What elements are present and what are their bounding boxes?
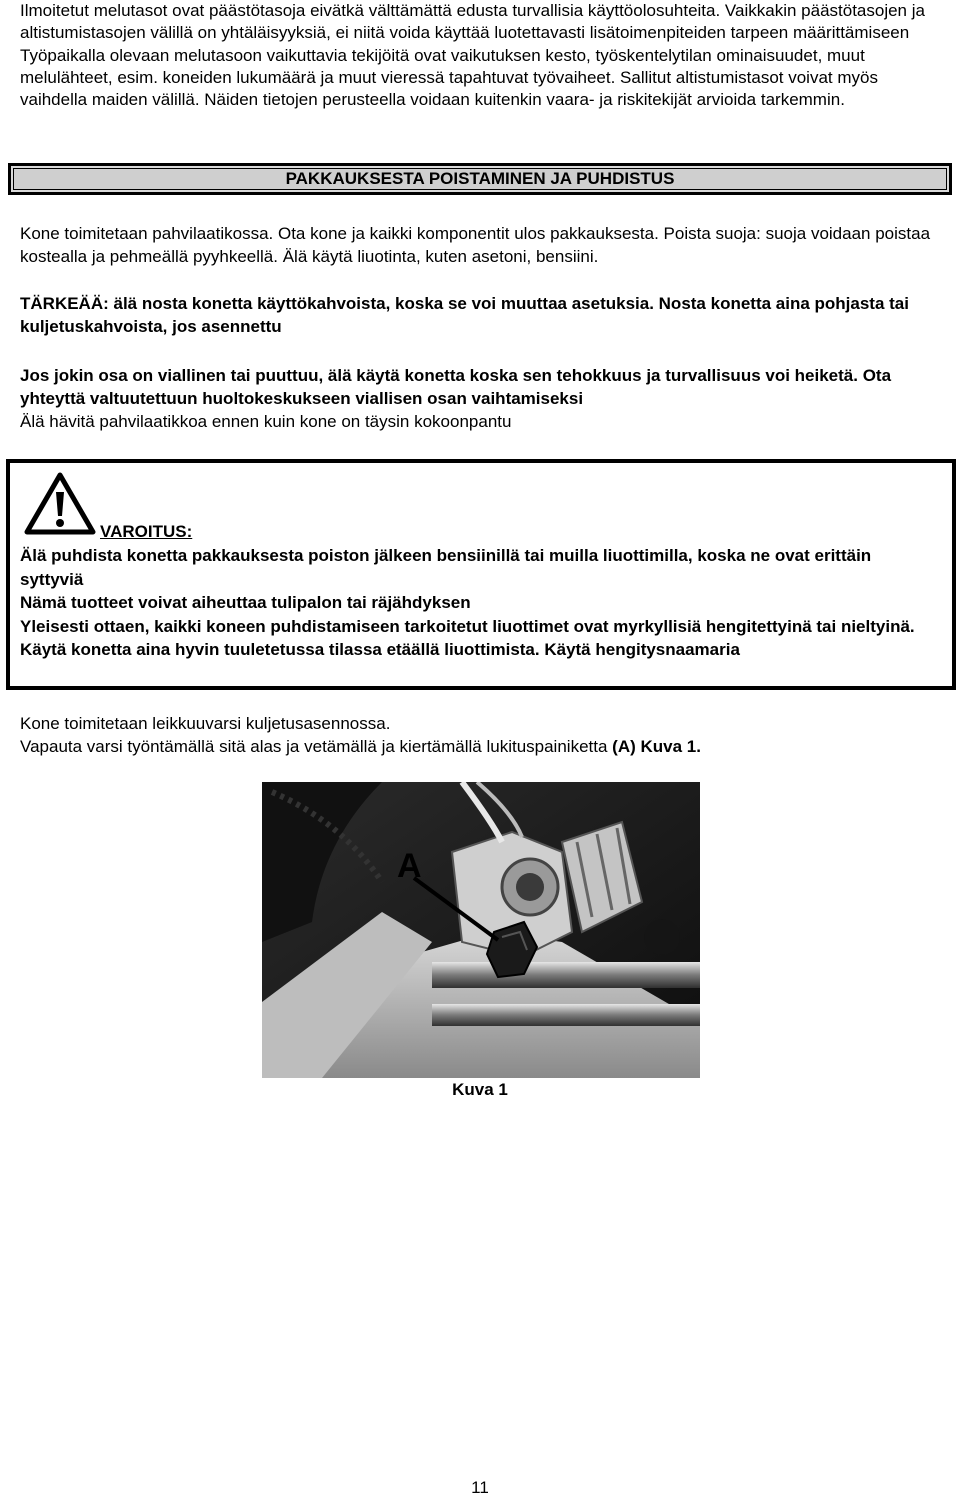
figure-label-a: A [397, 847, 422, 885]
release-paragraph [20, 712, 940, 758]
warning-title: VAROITUS: [100, 522, 193, 541]
release-line-1: Kone toimitetaan leikkuuvarsi kuljetusasennossa. [20, 714, 391, 733]
section-heading: PAKKAUKSESTA POISTAMINEN JA PUHDISTUS [13, 168, 947, 190]
figure-photo [262, 782, 700, 1078]
figure-caption: Kuva 1 [452, 1080, 508, 1099]
warning-line: Käytä konetta aina hyvin tuuletetussa tilassa etäällä liuottimista. Käytä hengitysnaamaria [20, 640, 740, 659]
warning-box [6, 459, 956, 690]
damaged-parts-bold: Jos jokin osa on viallinen tai puuttuu, älä käytä konetta koska sen tehokkuus ja turvallisuus voi heiketä. Ota yhteyttä valtuutettuun huoltokeskukseen viallisen osan vaihtamiseksi [20, 366, 892, 408]
delivery-paragraph: Kone toimitetaan pahvilaatikossa. Ota kone ja kaikki komponentit ulos pakkauksesta. Poista suoja: suoja voidaan poistaa kostealla ja pehmeällä pyyhkeellä. Älä käytä liuotinta, kuten asetoni, bensiini. [20, 224, 931, 266]
important-notice: TÄRKEÄÄ: älä nosta konetta käyttökahvoista, koska se voi muuttaa asetuksia. Nosta konetta aina pohjasta tai kuljetuskahvoista, jos asennettu [20, 294, 909, 336]
warning-line: Älä puhdista konetta pakkauksesta poiston jälkeen bensiinillä tai muilla liuottimilla, koska ne ovat erittäin syttyviä [20, 546, 872, 589]
intro-paragraph: Ilmoitetut melutasot ovat päästötasoja eivätkä välttämättä edusta turvallisia käyttöolosuhteita. Vaikkakin päästötasojen ja altistumistasojen välillä on yhtäläisyyksiä, ei niitä voida käyttää luotettavasti lisätoimenpiteiden tarpeen määrittämiseen Työpaikalla olevaan melutasoon vaikuttavia tekijöitä ovat vaikutuksen kesto, työskentelytilan ominaisuudet, muut melulähteet, esim. koneiden lukumäärä ja muut vieressä tapahtuvat työvaiheet. Sallitut altistumistasot voivat myös vaihdella maiden välillä. Näiden tietojen perusteella voidaan kuitenkin vaara- ja riskitekijät arvioida tarkemmin. [20, 1, 925, 110]
warning-line: Nämä tuotteet voivat aiheuttaa tulipalon tai räjähdyksen [20, 593, 471, 612]
section-heading-bar [8, 163, 952, 195]
page-number: 11 [471, 1478, 489, 1497]
warning-triangle-icon [24, 472, 96, 536]
release-line-2: Vapauta varsi työntämällä sitä alas ja vetämällä ja kiertämällä lukituspainiketta [20, 737, 613, 756]
machine-photo [262, 782, 700, 1078]
warning-lines [20, 544, 935, 662]
release-figure-ref: (A) Kuva 1. [612, 737, 701, 756]
warning-line: Yleisesti ottaen, kaikki koneen puhdistamiseen tarkoitetut liuottimet ovat myrkyllisiä hengitettyinä tai nieltyinä. [20, 616, 915, 636]
damaged-parts-normal: Älä hävitä pahvilaatikkoa ennen kuin kone on täysin kokoonpantu [20, 412, 512, 431]
damaged-parts-paragraph [20, 364, 940, 433]
